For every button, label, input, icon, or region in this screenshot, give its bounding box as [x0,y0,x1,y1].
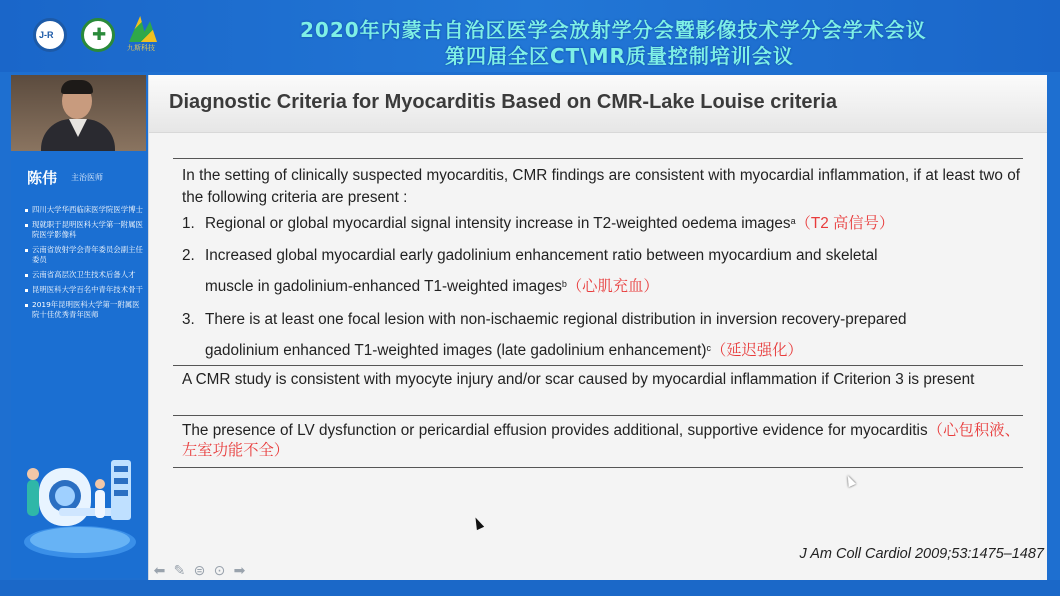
criterion-note: （心肌充血） [566,278,659,295]
criterion-3-statement: A CMR study is consistent with myocyte injury and/or scar caused by myocardial inflammation if Criterion 3 is present [182,371,975,388]
criterion-text-line1: There is at least one focal lesion with non-ischaemic regional distribution in inversion recovery-prepared [205,311,907,328]
pen-icon[interactable]: ✎ [173,561,186,578]
footnote-mark: a [790,216,796,226]
slide-title: Diagnostic Criteria for Myocarditis Based on CMR-Lake Louise criteria [169,91,837,113]
criterion-2 [182,240,1020,302]
criterion-number: 3. [182,311,195,328]
table-rule [173,415,1023,416]
slide-toolbar [151,561,248,579]
frame-bottom [0,580,1060,596]
mri-scanner-illustration [19,450,141,560]
mouse-cursor [844,474,856,487]
cross-icon: ✚ [92,25,107,44]
criterion-text-line2: muscle in gadolinium-enhanced T1-weighted images [205,278,562,295]
bio-item: 云南省放射学会青年委员会副主任委员 [25,245,143,265]
slide-header [149,75,1047,133]
bio-item: 四川大学华西临床医学院医学博士 [25,205,143,215]
bio-item: 昆明医科大学百名中青年技术骨干 [25,285,143,295]
citation: J Am Coll Cardiol 2009;53:1475–1487 [799,546,1044,562]
arrow-right-icon[interactable]: ➡ [233,561,246,578]
table-rule [173,158,1023,159]
conference-subtitle: 第四届全区CT\MR质量控制培训会议 [445,44,794,68]
criterion-text: Regional or global myocardial signal intensity increase in T2-weighted oedema images [205,215,791,232]
bio-item: 现就职于昆明医科大学第一附属医院医学影像科 [25,220,143,240]
sponsor-logo [127,16,159,52]
footnote-mark: c [706,343,711,353]
conference-title: 2020年内蒙古自治区医学会放射学分会暨影像技术学分会学术会议 [300,18,927,42]
sponsor-logo-mark [129,16,157,42]
presenter-panel [11,75,146,578]
bio-item: 云南省高层次卫生技术后备人才 [25,270,143,280]
criteria-intro: In the setting of clinically suspected myocarditis, CMR findings are consistent with myocardial inflammation, if at least two of the following criteria are present : [182,167,1020,206]
criterion-text-line2: gadolinium enhanced T1-weighted images (late gadolinium enhancement) [205,342,707,359]
criterion-number: 1. [182,215,195,232]
presenter-name: 陈伟 [27,169,58,187]
criterion-note: （T2 高信号） [795,215,895,232]
criterion-1 [182,208,1020,239]
criterion-note: （延迟强化） [710,342,803,359]
arrow-left-icon[interactable]: ⬅ [153,561,166,578]
mouse-cursor [472,516,484,530]
medical-society-logo [81,18,115,52]
presenter-bio [25,205,143,325]
criterion-text-line1: Increased global myocardial early gadolinium enhancement ratio between myocardium and skeletal [205,247,878,264]
supportive-note: （心包积液、左室功能不全） [182,422,1020,459]
criterion-3 [182,304,1020,366]
presentation-slide [148,75,1047,580]
more-icon[interactable]: ⊙ [213,561,226,578]
circle-icon[interactable]: ⊜ [193,561,206,578]
criterion-number: 2. [182,247,195,264]
table-rule [173,467,1023,468]
footnote-mark: b [561,279,567,289]
logo-text: J-R [39,30,54,40]
conference-banner [0,0,1060,72]
supportive-text: The presence of LV dysfunction or pericardial effusion provides additional, supportive evidence for myocarditis [182,422,928,439]
presenter-video[interactable] [11,75,146,151]
association-logo [33,18,67,52]
table-rule [173,365,1023,366]
presenter-role: 主治医师 [71,173,103,182]
supportive-evidence [182,421,1020,461]
bio-item: 2019年昆明医科大学第一附属医院十佳优秀青年医师 [25,300,143,320]
sponsor-logo-text: 九斯科技 [127,45,155,52]
